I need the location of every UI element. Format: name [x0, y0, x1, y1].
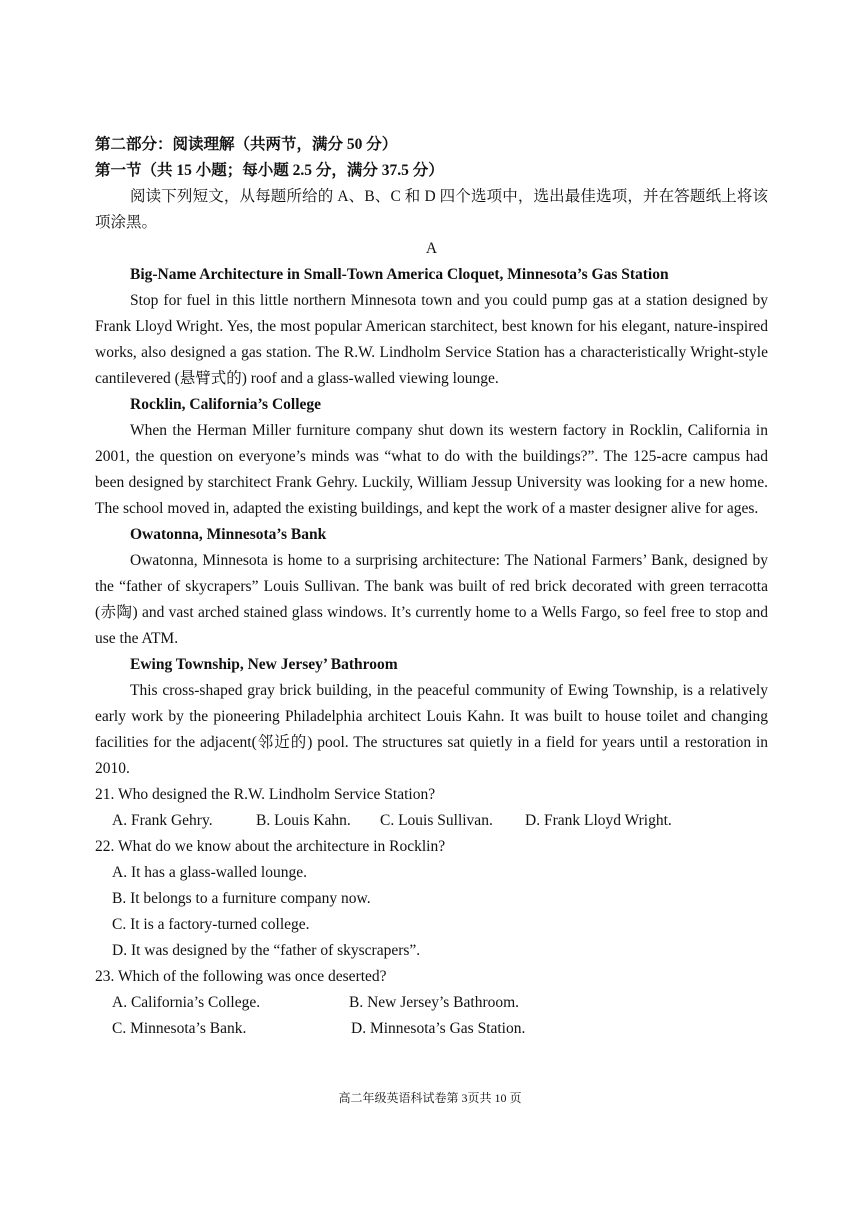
option-c: C. Louis Sullivan.: [380, 812, 493, 829]
passage-heading: Rocklin, California’s College: [130, 396, 322, 413]
option-b: B. It belongs to a furniture company now.: [112, 890, 371, 907]
passage-paragraph: This cross-shaped gray brick building, in the peaceful community of Ewing Township, is a relatively early work by the pioneering Philadelphia architect Louis Kahn. It was built to house toilet and changing facilities for the adjacent(邻近的) pool. The structures sat quietly in a field for years until a restoration in 2010.: [95, 682, 768, 777]
question-21-options: [95, 808, 768, 834]
passage-heading: Big-Name Architecture in Small-Town America Cloquet, Minnesota’s Gas Station: [130, 266, 669, 283]
option-b: B. Louis Kahn.: [256, 812, 351, 829]
option-c: C. Minnesota’s Bank.: [112, 1020, 247, 1037]
passage-heading: Owatonna, Minnesota’s Bank: [130, 526, 327, 543]
option-d: D. It was designed by the “father of skyscrapers”.: [112, 942, 421, 959]
passage-paragraph: Stop for fuel in this little northern Minnesota town and you could pump gas at a station designed by Frank Lloyd Wright. Yes, the most popular American starchitect, best known for his elegant, nature-inspired works, also designed a gas station. The R.W. Lindholm Service Station has a characteristically Wright-style cantilevered (悬臂式的) roof and a glass-walled viewing lounge.: [95, 292, 768, 387]
question-23-options-row2: [95, 1016, 768, 1042]
question-22-stem: 22. What do we know about the architecture in Rocklin?: [95, 838, 446, 855]
passage-paragraph: Owatonna, Minnesota is home to a surprising architecture: The National Farmers’ Bank, designed by the “father of skycrapers” Louis Sullivan. The bank was built of red brick decorated with green terracotta (赤陶) and vast arched stained glass windows. It’s currently home to a Wells Fargo, so feel free to stop and use the ATM.: [95, 552, 768, 647]
option-b: B. New Jersey’s Bathroom.: [349, 994, 520, 1011]
option-a: A. It has a glass-walled lounge.: [112, 864, 307, 881]
question-23-stem: 23. Which of the following was once deserted?: [95, 968, 387, 985]
option-a: A. Frank Gehry.: [112, 812, 213, 829]
question-23-options-row1: [95, 990, 768, 1016]
option-a: A. California’s College.: [112, 994, 261, 1011]
passage-heading: Ewing Township, New Jersey’ Bathroom: [130, 656, 398, 673]
option-c: C. It is a factory-turned college.: [112, 916, 310, 933]
part-title: 第二部分：阅读理解（共两节，满分 50 分）: [95, 136, 398, 153]
subsection-title: 第一节（共 15 小题；每小题 2.5 分，满分 37.5 分）: [95, 162, 444, 179]
option-d: D. Frank Lloyd Wright.: [525, 812, 672, 829]
question-21-stem: 21. Who designed the R.W. Lindholm Service Station?: [95, 786, 436, 803]
page-footer: 高二年级英语科试卷第 3页共 10 页: [338, 1091, 522, 1105]
passage-paragraph: When the Herman Miller furniture company shut down its western factory in Rocklin, California in 2001, the question on everyone’s minds was “what to do with the buildings?”. The 125-acre campus had been designed by starchitect Frank Gehry. Luckily, William Jessup University was looking for a new home. The school moved in, adapted the existing buildings, and kept the work of a master designer alive for ages.: [95, 422, 768, 517]
instructions: 阅读下列短文，从每题所给的 A、B、C 和 D 四个选项中，选出最佳选项，并在答题纸上将该项涂黑。: [95, 188, 768, 231]
option-d: D. Minnesota’s Gas Station.: [351, 1020, 526, 1037]
exam-page: [95, 132, 768, 1042]
passage-letter: A: [425, 240, 438, 257]
